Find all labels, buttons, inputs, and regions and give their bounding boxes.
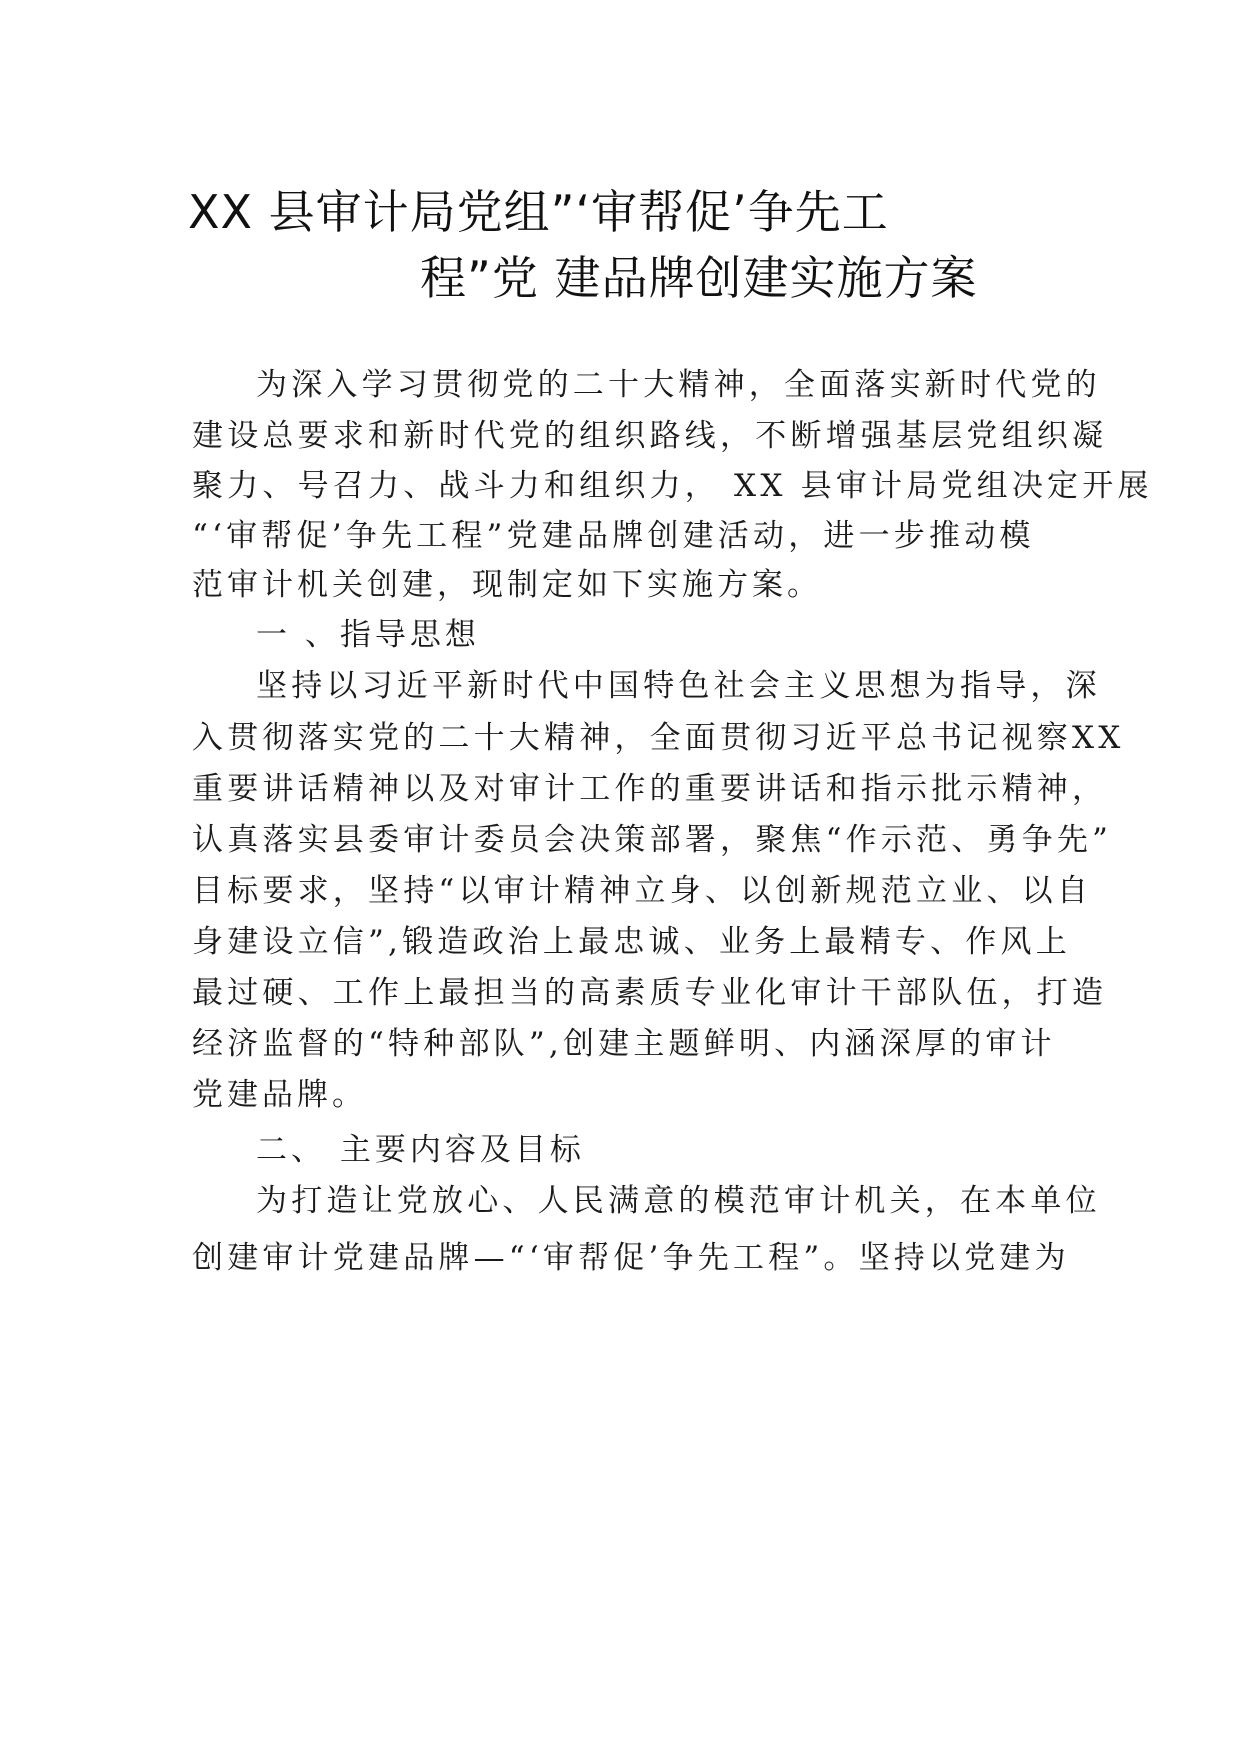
section-heading-1: 一 、指导思想 (256, 617, 480, 653)
paragraph-2-line-5: 目标要求，坚持“以审计精神立身、以创新规范立业、以自 (192, 873, 1093, 909)
paragraph-2-line-9: 党建品牌。 (192, 1077, 367, 1113)
document-title-line-1: XX 县审计局党组”‘审帮促’争先工 (188, 185, 889, 239)
paragraph-1-line-2: 建设总要求和新时代党的组织路线，不断增强基层党组织凝 (192, 418, 1108, 454)
paragraph-1-line-3: 聚力、号召力、战斗力和组织力， XX 县审计局党组决定开展 (192, 468, 1153, 504)
paragraph-2-line-7: 最过硬、工作上最担当的高素质专业化审计干部队伍，打造 (192, 975, 1108, 1011)
paragraph-2-line-4: 认真落实县委审计委员会决策部署，聚焦“作示范、勇争先” (192, 822, 1113, 858)
paragraph-2-line-3: 重要讲话精神以及对审计工作的重要讲话和指示批示精神， (192, 771, 1108, 807)
paragraph-3-line-1: 为打造让党放心、人民满意的模范审计机关，在本单位 (256, 1183, 1101, 1219)
paragraph-2-line-1: 坚持以习近平新时代中国特色社会主义思想为指导，深 (256, 668, 1101, 704)
paragraph-1-line-1: 为深入学习贯彻党的二十大精神，全面落实新时代党的 (256, 367, 1101, 403)
paragraph-3-line-2: 创建审计党建品牌—“‘审帮促’争先工程”。坚持以党建为 (192, 1240, 1070, 1276)
paragraph-1-line-4: “‘审帮促’争先工程”党建品牌创建活动，进一步推动模 (192, 518, 1035, 554)
paragraph-2-line-8: 经济监督的“特种部队”,创建主题鲜明、内涵深厚的审计 (192, 1026, 1056, 1062)
paragraph-2-line-6: 身建设立信”,锻造政治上最忠诚、业务上最精专、作风上 (192, 924, 1071, 960)
document-title-line-2: 程”党 建品牌创建实施方案 (420, 251, 978, 305)
paragraph-1-line-5: 范审计机关创建，现制定如下实施方案。 (192, 567, 822, 603)
section-heading-2: 二、 主要内容及目标 (256, 1132, 585, 1168)
paragraph-2-line-2: 入贯彻落实党的二十大精神，全面贯彻习近平总书记视察XX (192, 720, 1125, 756)
